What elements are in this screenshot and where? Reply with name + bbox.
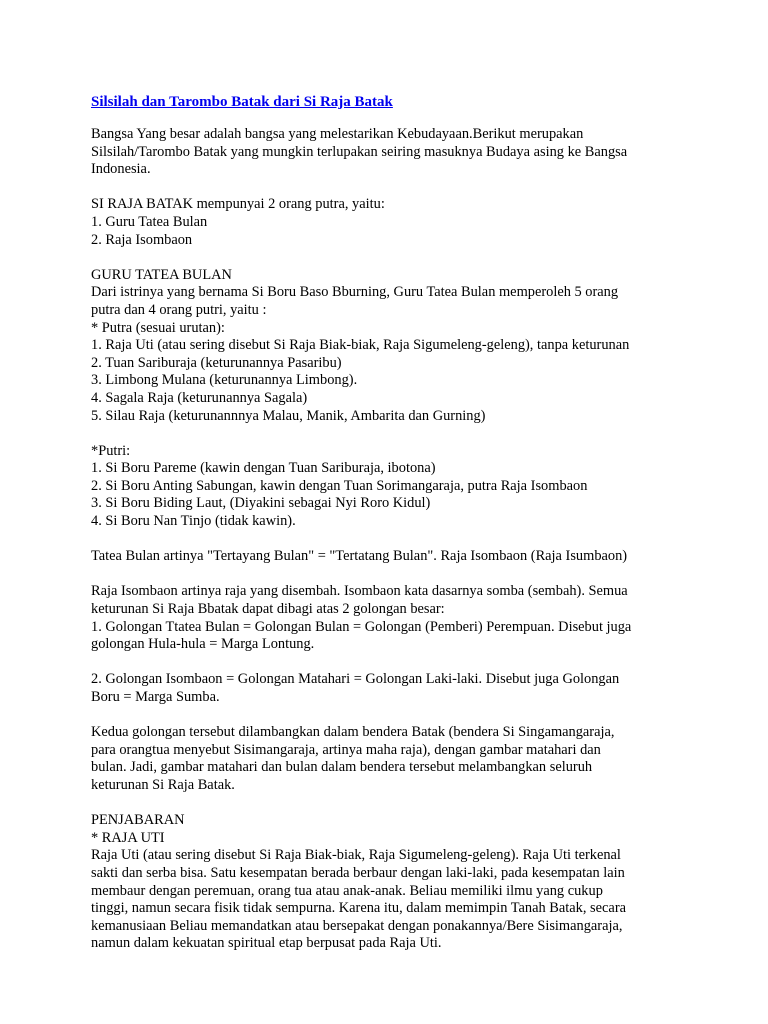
text-line: kemanusiaan Beliau memandatkan atau bersepakat dengan ponakannya/Bere Sisimangaraja,	[91, 917, 623, 934]
paragraph	[91, 267, 751, 425]
text-line: Kedua golongan tersebut dilambangkan dalam bendera Batak (bendera Si Singamangaraja,	[91, 724, 615, 741]
text-line: keturunan Si Raja Batak.	[91, 776, 235, 793]
text-line: Indonesia.	[91, 161, 151, 178]
text-line: *Putri:	[91, 442, 131, 459]
text-line: 4. Si Boru Nan Tinjo (tidak kawin).	[91, 513, 296, 530]
text-line: 5. Silau Raja (keturunannnya Malau, Manik, Ambarita dan Gurning)	[91, 407, 486, 424]
text-line: * Putra (sesuai urutan):	[91, 319, 225, 336]
paragraph	[91, 812, 751, 953]
text-line: Raja Isombaon artinya raja yang disembah. Isombaon kata dasarnya somba (sembah). Semua	[91, 583, 628, 600]
text-line: 2. Raja Isombaon	[91, 231, 193, 248]
text-line: 2. Golongan Isombaon = Golongan Matahari = Golongan Laki-laki. Disebut juga Golongan	[91, 671, 620, 688]
text-line: 3. Limbong Mulana (keturunannya Limbong).	[91, 372, 358, 389]
paragraph	[91, 583, 751, 653]
text-line: Bangsa Yang besar adalah bangsa yang melestarikan Kebudayaan.Berikut merupakan	[91, 126, 584, 142]
paragraph	[91, 671, 751, 706]
text-line: 2. Si Boru Anting Sabungan, kawin dengan Tuan Sorimangaraja, putra Raja Isombaon	[91, 477, 588, 494]
paragraph	[91, 443, 751, 531]
text-line: GURU TATEA BULAN	[91, 266, 232, 283]
text-line: 3. Si Boru Biding Laut, (Diyakini sebagai Nyi Roro Kidul)	[91, 495, 431, 512]
text-line: golongan Hula-hula = Marga Lontung.	[91, 636, 315, 653]
text-line: Boru = Marga Sumba.	[91, 689, 220, 705]
text-line: sakti dan serba bisa. Satu kesempatan berada berbaur dengan laki-laki, pada kesempatan lain	[91, 864, 625, 881]
text-line: SI RAJA BATAK mempunyai 2 orang putra, yaitu:	[91, 196, 385, 213]
text-line: para orangtua menyebut Sisimangaraja, artinya maha raja), dengan gambar matahari dan	[91, 741, 601, 758]
text-line: 1. Golongan Ttatea Bulan = Golongan Bulan = Golongan (Pemberi) Perempuan. Disebut juga	[91, 618, 632, 635]
text-line: 1. Guru Tatea Bulan	[91, 213, 208, 230]
text-line: Tatea Bulan artinya "Tertayang Bulan" = "Tertatang Bulan". Raja Isombaon (Raja Isumbaon)	[91, 548, 628, 565]
text-line: membaur dengan peremuan, orang tua atau anak-anak. Beliau memiliki ilmu yang cukup	[91, 882, 603, 899]
text-line: keturunan Si Raja Bbatak dapat dibagi atas 2 golongan besar:	[91, 601, 445, 618]
text-line: PENJABARAN	[91, 812, 185, 829]
paragraph	[91, 126, 751, 179]
document-page	[91, 93, 751, 971]
text-line: Raja Uti (atau sering disebut Si Raja Biak-biak, Raja Sigumeleng-geleng). Raja Uti terkenal	[91, 847, 621, 864]
paragraph	[91, 724, 751, 794]
text-line: 1. Si Boru Pareme (kawin dengan Tuan Sariburaja, ibotona)	[91, 460, 436, 477]
text-line: 1. Raja Uti (atau sering disebut Si Raja Biak-biak, Raja Sigumeleng-geleng), tanpa keturunan	[91, 337, 630, 354]
paragraph	[91, 196, 751, 249]
document-body	[91, 126, 751, 953]
text-line: tinggi, namun secara fisik tidak sempurna. Karena itu, dalam memimpin Tanah Batak, secara	[91, 900, 627, 917]
text-line: 4. Sagala Raja (keturunannya Sagala)	[91, 389, 308, 406]
text-line: bulan. Jadi, gambar matahari dan bulan dalam bendera tersebut melambangkan seluruh	[91, 759, 593, 776]
text-line: Dari istrinya yang bernama Si Boru Baso Bburning, Guru Tatea Bulan memperoleh 5 orang	[91, 284, 619, 301]
document-title-link[interactable]: Silsilah dan Tarombo Batak dari Si Raja Batak	[91, 94, 393, 110]
paragraph	[91, 548, 751, 566]
text-line: namun dalam kekuatan spiritual etap berpusat pada Raja Uti.	[91, 935, 442, 952]
text-line: 2. Tuan Sariburaja (keturunannya Pasaribu)	[91, 354, 342, 371]
text-line: putra dan 4 orang putri, yaitu :	[91, 301, 267, 318]
text-line: * RAJA UTI	[91, 829, 165, 846]
text-line: Silsilah/Tarombo Batak yang mungkin terlupakan seiring masuknya Budaya asing ke Bangsa	[91, 143, 628, 160]
